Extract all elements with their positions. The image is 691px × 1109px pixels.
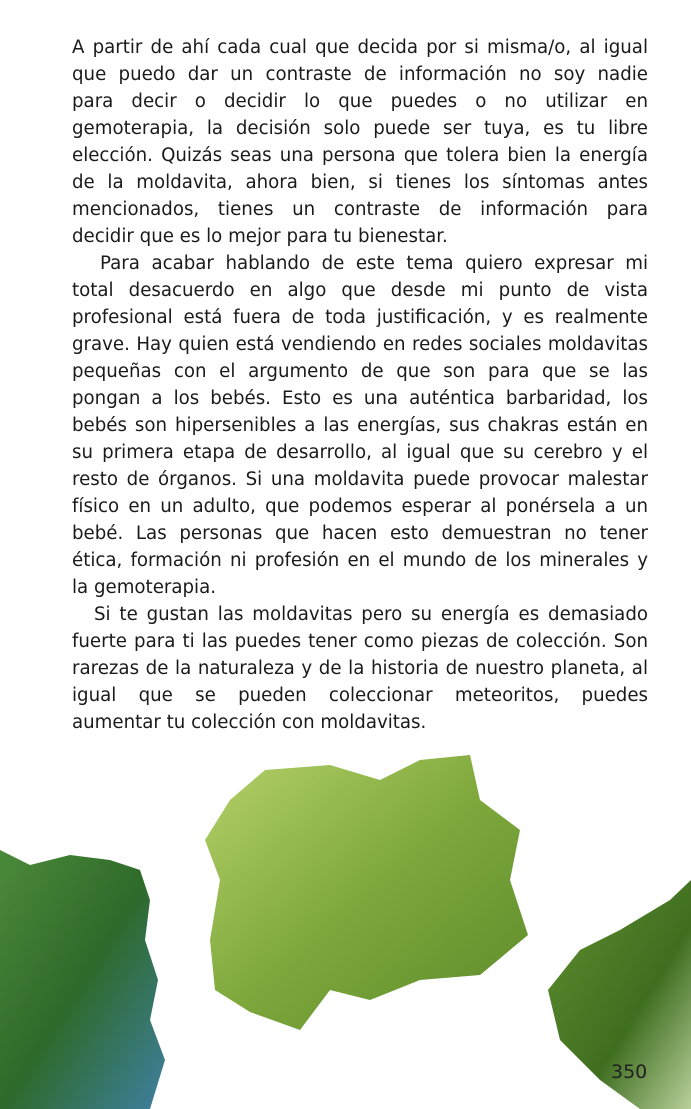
- paragraph-1: [72, 34, 648, 250]
- page-number: 350: [611, 1061, 648, 1083]
- text-line: pongan a los bebés. Esto es una auténtica barbaridad, los: [72, 388, 648, 409]
- text-line: pequeñas con el argumento de que son para que se las: [72, 361, 648, 382]
- text-line: aumentar tu colección con moldavitas.: [72, 712, 427, 733]
- text-line: mencionados, tienes un contraste de información para: [72, 199, 648, 220]
- moldavite-center: [205, 755, 528, 1030]
- text-line: fuerte para ti las puedes tener como piezas de colección. Son: [72, 631, 648, 652]
- text-line: elección. Quizás seas una persona que tolera bien la energía: [72, 145, 648, 166]
- text-line: que puedo dar un contraste de información no soy nadie: [72, 64, 648, 85]
- text-line: bebés son hipersenibles a las energías, sus chakras están en: [72, 415, 648, 436]
- text-line: decidir que es lo mejor para tu bienestar.: [72, 226, 448, 247]
- text-line: A partir de ahí cada cual que decida por si misma/o, al igual: [72, 37, 648, 58]
- text-line: profesional está fuera de toda justificación, y es realmente: [72, 307, 648, 328]
- text-line: de la moldavita, ahora bien, si tienes los síntomas antes: [72, 172, 648, 193]
- text-line: ética, formación ni profesión en el mundo de los minerales y: [72, 550, 648, 571]
- body-text: [72, 34, 648, 736]
- text-line: igual que se pueden coleccionar meteoritos, puedes: [72, 685, 648, 706]
- text-line: rarezas de la naturaleza y de la historia de nuestro planeta, al: [72, 658, 648, 679]
- text-line: resto de órganos. Si una moldavita puede provocar malestar: [72, 469, 648, 490]
- moldavite-photos: [0, 740, 691, 1109]
- text-line: total desacuerdo en algo que desde mi punto de vista: [72, 280, 648, 301]
- text-line: la gemoterapia.: [72, 577, 217, 598]
- text-line: bebé. Las personas que hacen esto demuestran no tener: [72, 523, 648, 544]
- text-line: físico en un adulto, que podemos esperar al ponérsela a un: [72, 496, 648, 517]
- paragraph-3: [72, 601, 648, 736]
- moldavite-left: [0, 850, 165, 1109]
- text-line: grave. Hay quien está vendiendo en redes sociales moldavitas: [72, 334, 648, 355]
- text-line: gemoterapia, la decisión solo puede ser tuya, es tu libre: [72, 118, 648, 139]
- text-line: Si te gustan las moldavitas pero su energía es demasiado: [94, 604, 648, 625]
- text-line: para decir o decidir lo que puedes o no utilizar en: [72, 91, 648, 112]
- paragraph-2: [72, 250, 648, 601]
- text-line: Para acabar hablando de este tema quiero expresar mi: [100, 253, 648, 274]
- text-line: su primera etapa de desarrollo, al igual que su cerebro y el: [72, 442, 648, 463]
